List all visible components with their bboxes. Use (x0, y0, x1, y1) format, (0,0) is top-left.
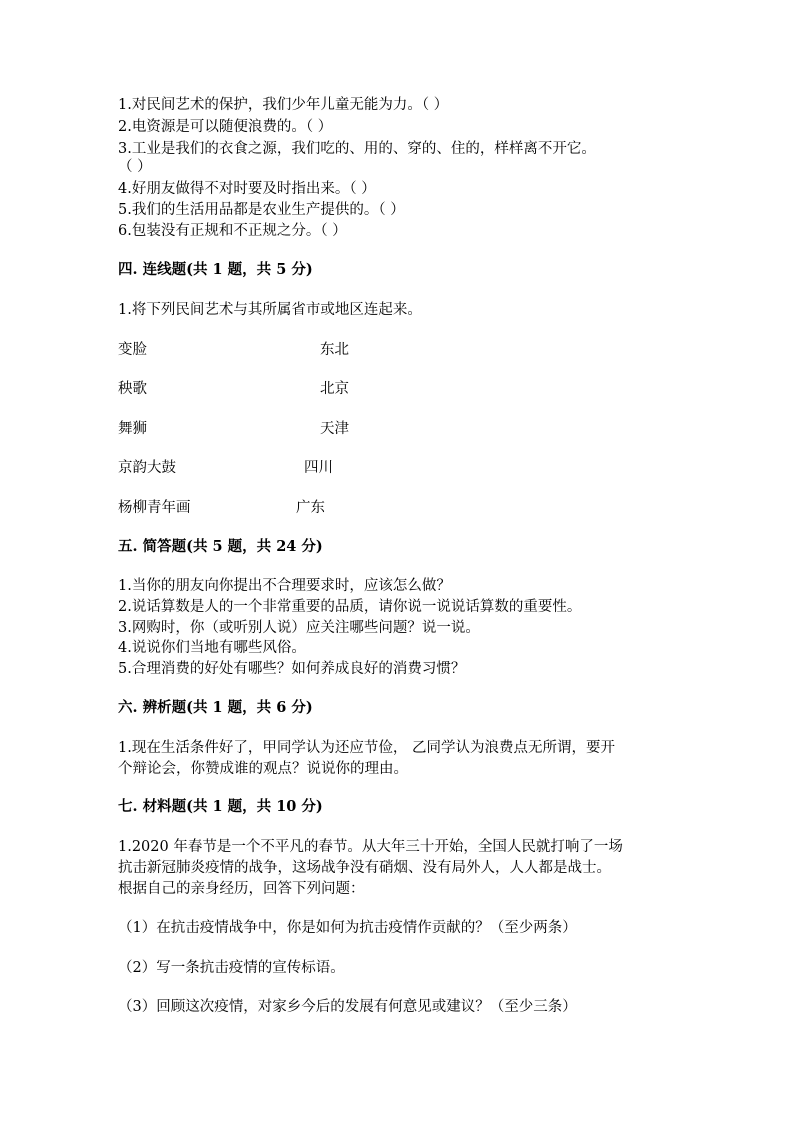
judgment-item: 3.工业是我们的衣食之源，我们吃的、用的、穿的、住的，样样离不开它。 (118, 141, 596, 157)
section-heading: 七. 材料题(共 1 题，共 10 分) (118, 798, 323, 815)
match-right-item: 北京 (320, 381, 349, 397)
match-left-item: 京韵大鼓 (118, 460, 176, 476)
question-text: 2.说话算数是人的一个非常重要的品质，请你说一说说话算数的重要性。 (118, 599, 582, 615)
judgment-item: 5.我们的生活用品都是农业生产提供的。（ ） (118, 202, 405, 218)
subquestion-text: （2）写一条抗击疫情的宣传标语。 (118, 960, 345, 976)
match-left-item: 舞狮 (118, 421, 147, 437)
question-text: 1.现在生活条件好了，甲同学认为还应节俭， 乙同学认为浪费点无所谓，要开 (118, 740, 615, 756)
judgment-item-continuation: （ ） (118, 159, 152, 175)
question-text: 个辩论会，你赞成谁的观点？说说你的理由。 (118, 761, 408, 777)
judgment-item: 2.电资源是可以随便浪费的。（ ） (118, 119, 333, 135)
section-heading: 五. 简答题(共 5 题，共 24 分) (118, 538, 323, 555)
section-heading: 六. 辨析题(共 1 题，共 6 分) (118, 699, 313, 716)
match-right-item: 广东 (296, 500, 325, 516)
question-text: 1.当你的朋友向你提出不合理要求时，应该怎么做？ (118, 578, 451, 594)
question-text: 4.说说你们当地有哪些风俗。 (118, 640, 306, 656)
match-left-item: 秧歌 (118, 381, 147, 397)
match-right-item: 东北 (320, 342, 349, 358)
match-right-item: 四川 (304, 460, 333, 476)
match-right-item: 天津 (320, 421, 349, 437)
question-text: 1.2020 年春节是一个不平凡的春节。从大年三十开始，全国人民就打响了一场 (118, 839, 623, 855)
judgment-item: 4.好朋友做得不对时要及时指出来。（ ） (118, 181, 376, 197)
section-heading: 四. 连线题(共 1 题，共 5 分) (118, 261, 313, 278)
question-text: 根据自己的亲身经历，回答下列问题： (118, 881, 365, 897)
subquestion-text: （3）回顾这次疫情，对家乡今后的发展有何意见或建议？（至少三条） (118, 999, 577, 1015)
question-text: 抗击新冠肺炎疫情的战争，这场战争没有硝烟、没有局外人，人人都是战士。 (118, 860, 611, 876)
judgment-item: 1.对民间艺术的保护，我们少年儿童无能为力。（ ） (118, 97, 449, 113)
subquestion-text: （1）在抗击疫情战争中，你是如何为抗击疫情作贡献的？（至少两条） (118, 920, 577, 936)
match-left-item: 变脸 (118, 342, 147, 358)
question-text: 3.网购时，你（或听别人说）应关注哪些问题？说一说。 (118, 620, 480, 636)
question-text: 1.将下列民间艺术与其所属省市或地区连起来。 (118, 302, 422, 318)
match-left-item: 杨柳青年画 (118, 500, 191, 516)
question-text: 5.合理消费的好处有哪些？如何养成良好的消费习惯？ (118, 661, 466, 677)
judgment-item: 6.包装没有正规和不正规之分。（ ） (118, 223, 347, 239)
